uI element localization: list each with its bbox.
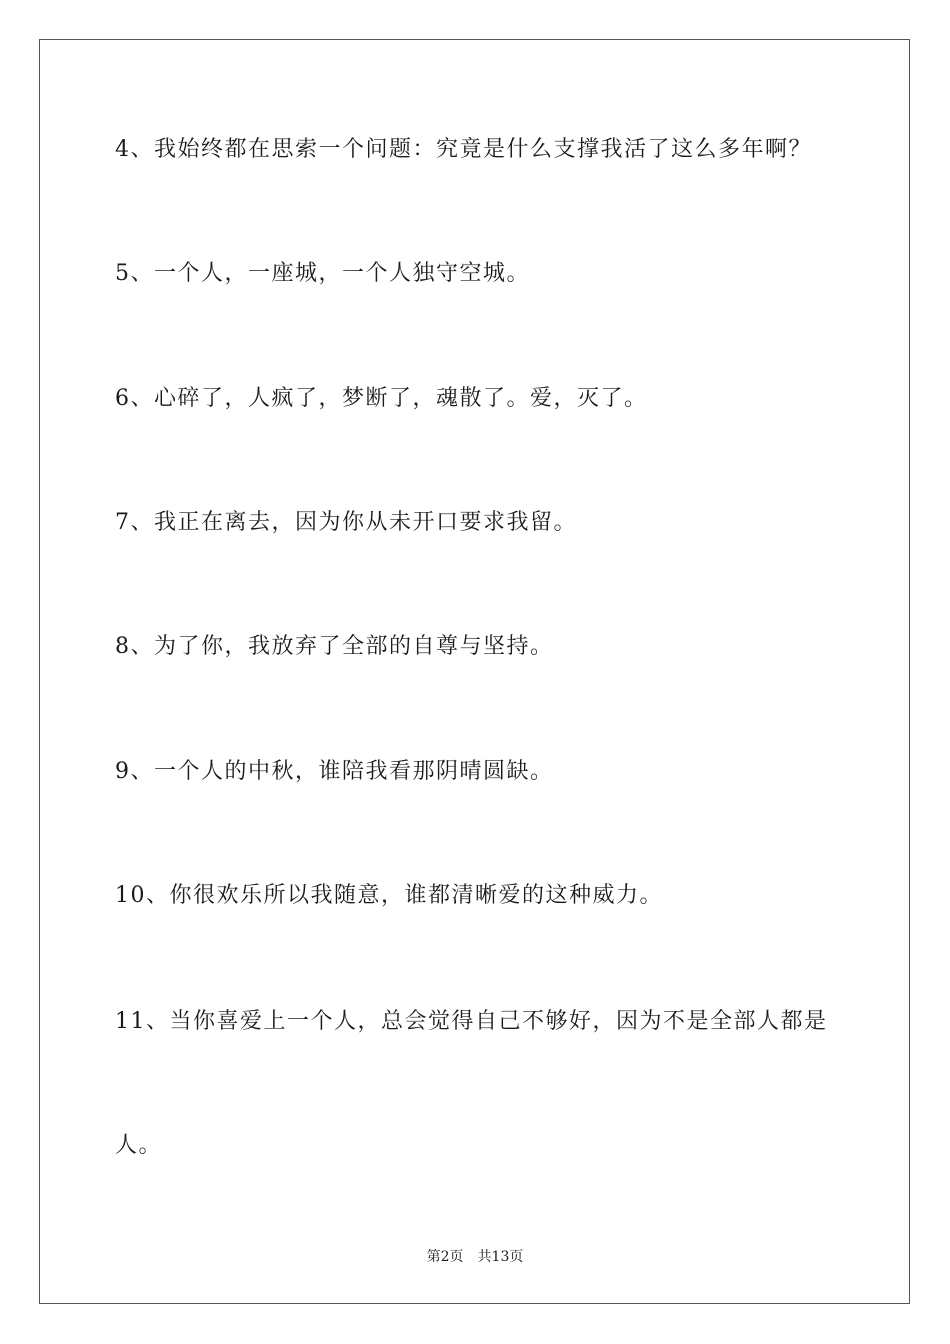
text-line-10: 10、你很欢乐所以我随意，谁都清晰爱的这种威力。 bbox=[115, 883, 663, 908]
page-number: 第2页 bbox=[426, 1249, 464, 1265]
text-line-11-continued: 人。 bbox=[115, 1133, 163, 1158]
page-footer bbox=[0, 1248, 950, 1266]
text-line-6: 6、心碎了，人疯了，梦断了，魂散了。爱，灭了。 bbox=[115, 386, 648, 411]
text-line-8: 8、为了你，我放弃了全部的自尊与坚持。 bbox=[115, 634, 554, 659]
text-line-4: 4、我始终都在思索一个问题：究竟是什么支撑我活了这么多年啊？ bbox=[115, 137, 812, 162]
text-line-11: 11、当你喜爱上一个人，总会觉得自己不够好，因为不是全部人都是 bbox=[115, 1009, 828, 1034]
text-line-5: 5、一个人，一座城，一个人独守空城。 bbox=[115, 261, 530, 286]
text-line-9: 9、一个人的中秋，谁陪我看那阴晴圆缺。 bbox=[115, 759, 554, 784]
page-frame bbox=[39, 39, 910, 1304]
page-total: 共13页 bbox=[477, 1249, 524, 1265]
text-line-7: 7、我正在离去，因为你从未开口要求我留。 bbox=[115, 510, 577, 535]
